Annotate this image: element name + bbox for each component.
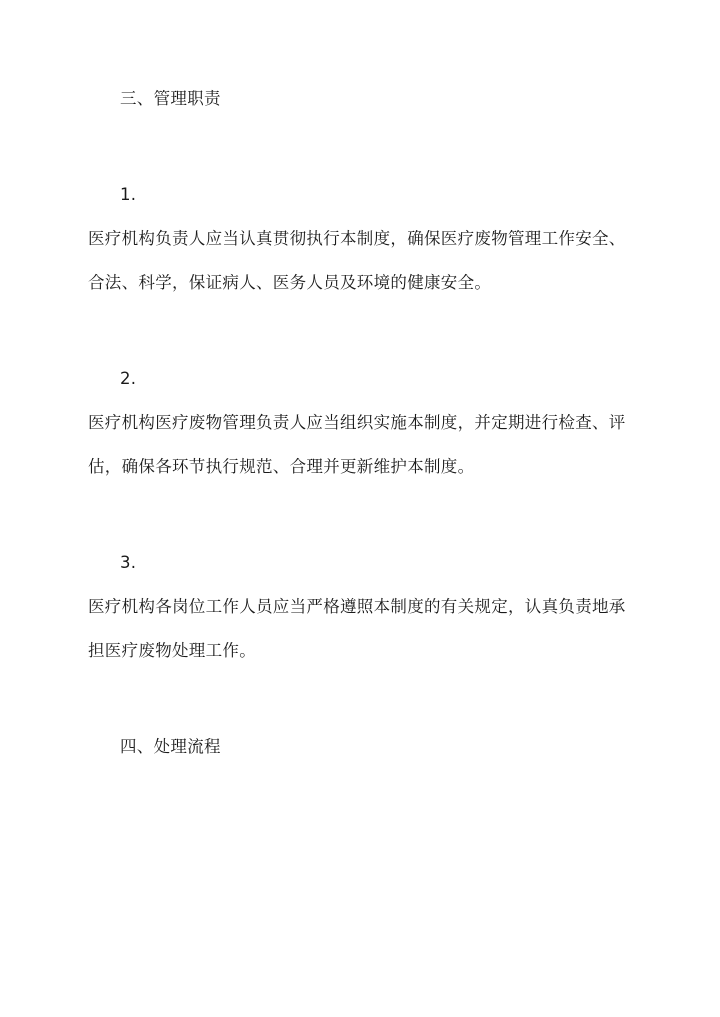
item-1-line-2: 合法、科学，保证病人、医务人员及环境的健康安全。 [88,273,492,292]
section-heading-processing-flow: 四、处理流程 [120,737,221,756]
item-3-line-1: 医疗机构各岗位工作人员应当严格遵照本制度的有关规定，认真负责地承 [88,597,626,616]
item-1-line-1: 医疗机构负责人应当认真贯彻执行本制度，确保医疗废物管理工作安全、 [88,229,626,248]
section-heading-management-duties: 三、管理职责 [120,89,221,108]
item-2-line-2: 估，确保各环节执行规范、合理并更新维护本制度。 [88,457,475,476]
item-number-1: 1. [120,185,137,204]
item-number-3: 3. [120,553,137,572]
item-number-2: 2. [120,369,137,388]
item-3-line-2: 担医疗废物处理工作。 [88,641,256,660]
item-2-line-1: 医疗机构医疗废物管理负责人应当组织实施本制度，并定期进行检查、评 [88,413,626,432]
